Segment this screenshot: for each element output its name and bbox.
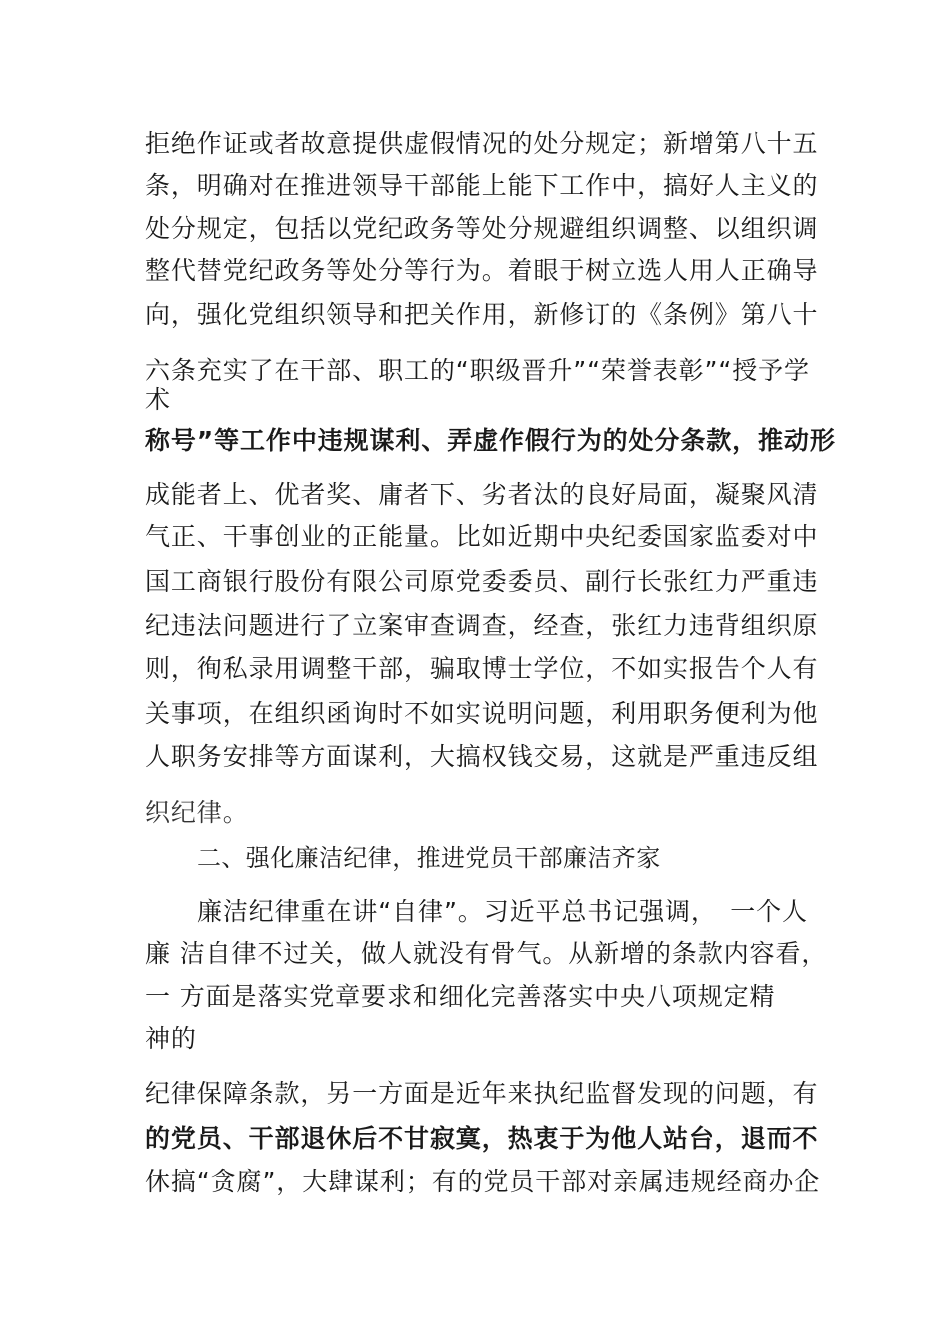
bold-text-line: 的党员、干部退休后不甘寂寞，热衷于为他人站台，退而不 xyxy=(145,1124,819,1153)
text-line: 气正、干事创业的正能量。比如近期中央纪委国家监委对中 xyxy=(145,522,819,551)
text-line: 术 xyxy=(145,385,171,414)
text-line: 条，明确对在推进领导干部能上能下工作中，搞好人主义的 xyxy=(145,171,819,200)
text-line: 一 方面是落实党章要求和细化完善落实中央八项规定精 xyxy=(145,982,776,1011)
text-line: 织纪律。 xyxy=(145,798,249,827)
text-line: 廉 洁自律不过关，做人就没有骨气。从新增的条款内容看， xyxy=(145,939,828,968)
text-line: 整代替党纪政务等处分等行为。着眼于树立选人用人正确导 xyxy=(145,256,819,285)
text-line: 拒绝作证或者故意提供虚假情况的处分规定；新增第八十五 xyxy=(145,129,819,158)
text-line: 纪违法问题进行了立案审查调查，经查，张红力违背组织原 xyxy=(145,611,819,640)
text-line: 神的 xyxy=(145,1024,197,1053)
text-line: 休搞“贪腐”，大肆谋利；有的党员干部对亲属违规经商办企 xyxy=(145,1167,821,1196)
text-line: 处分规定，包括以党纪政务等处分规避组织调整、以组织调 xyxy=(145,214,819,243)
text-line: 成能者上、优者奖、庸者下、劣者汰的良好局面，凝聚风清 xyxy=(145,480,819,509)
text-line: 则，徇私录用调整干部，骗取博士学位，不如实报告个人有 xyxy=(145,654,819,683)
text-line: 纪律保障条款，另一方面是近年来执纪监督发现的问题，有 xyxy=(145,1079,819,1108)
bold-text-line: 称号”等工作中违规谋利、弄虚作假行为的处分条款，推动形 xyxy=(145,426,836,455)
section-heading: 二、强化廉洁纪律，推进党员干部廉洁齐家 xyxy=(197,844,661,872)
text-line: 人职务安排等方面谋利，大搞权钱交易，这就是严重违反组 xyxy=(145,742,819,771)
text-line: 关事项，在组织函询时不如实说明问题，利用职务便利为他 xyxy=(145,699,819,728)
text-line: 廉洁纪律重在讲“自律”。习近平总书记强调， 一个人 xyxy=(197,897,808,926)
text-line: 国工商银行股份有限公司原党委委员、副行长张红力严重违 xyxy=(145,567,819,596)
text-line: 向，强化党组织领导和把关作用，新修订的《条例》第八十 xyxy=(145,300,819,329)
text-line: 六条充实了在干部、职工的“职级晋升”“荣誉表彰”“授予学 xyxy=(145,356,810,385)
